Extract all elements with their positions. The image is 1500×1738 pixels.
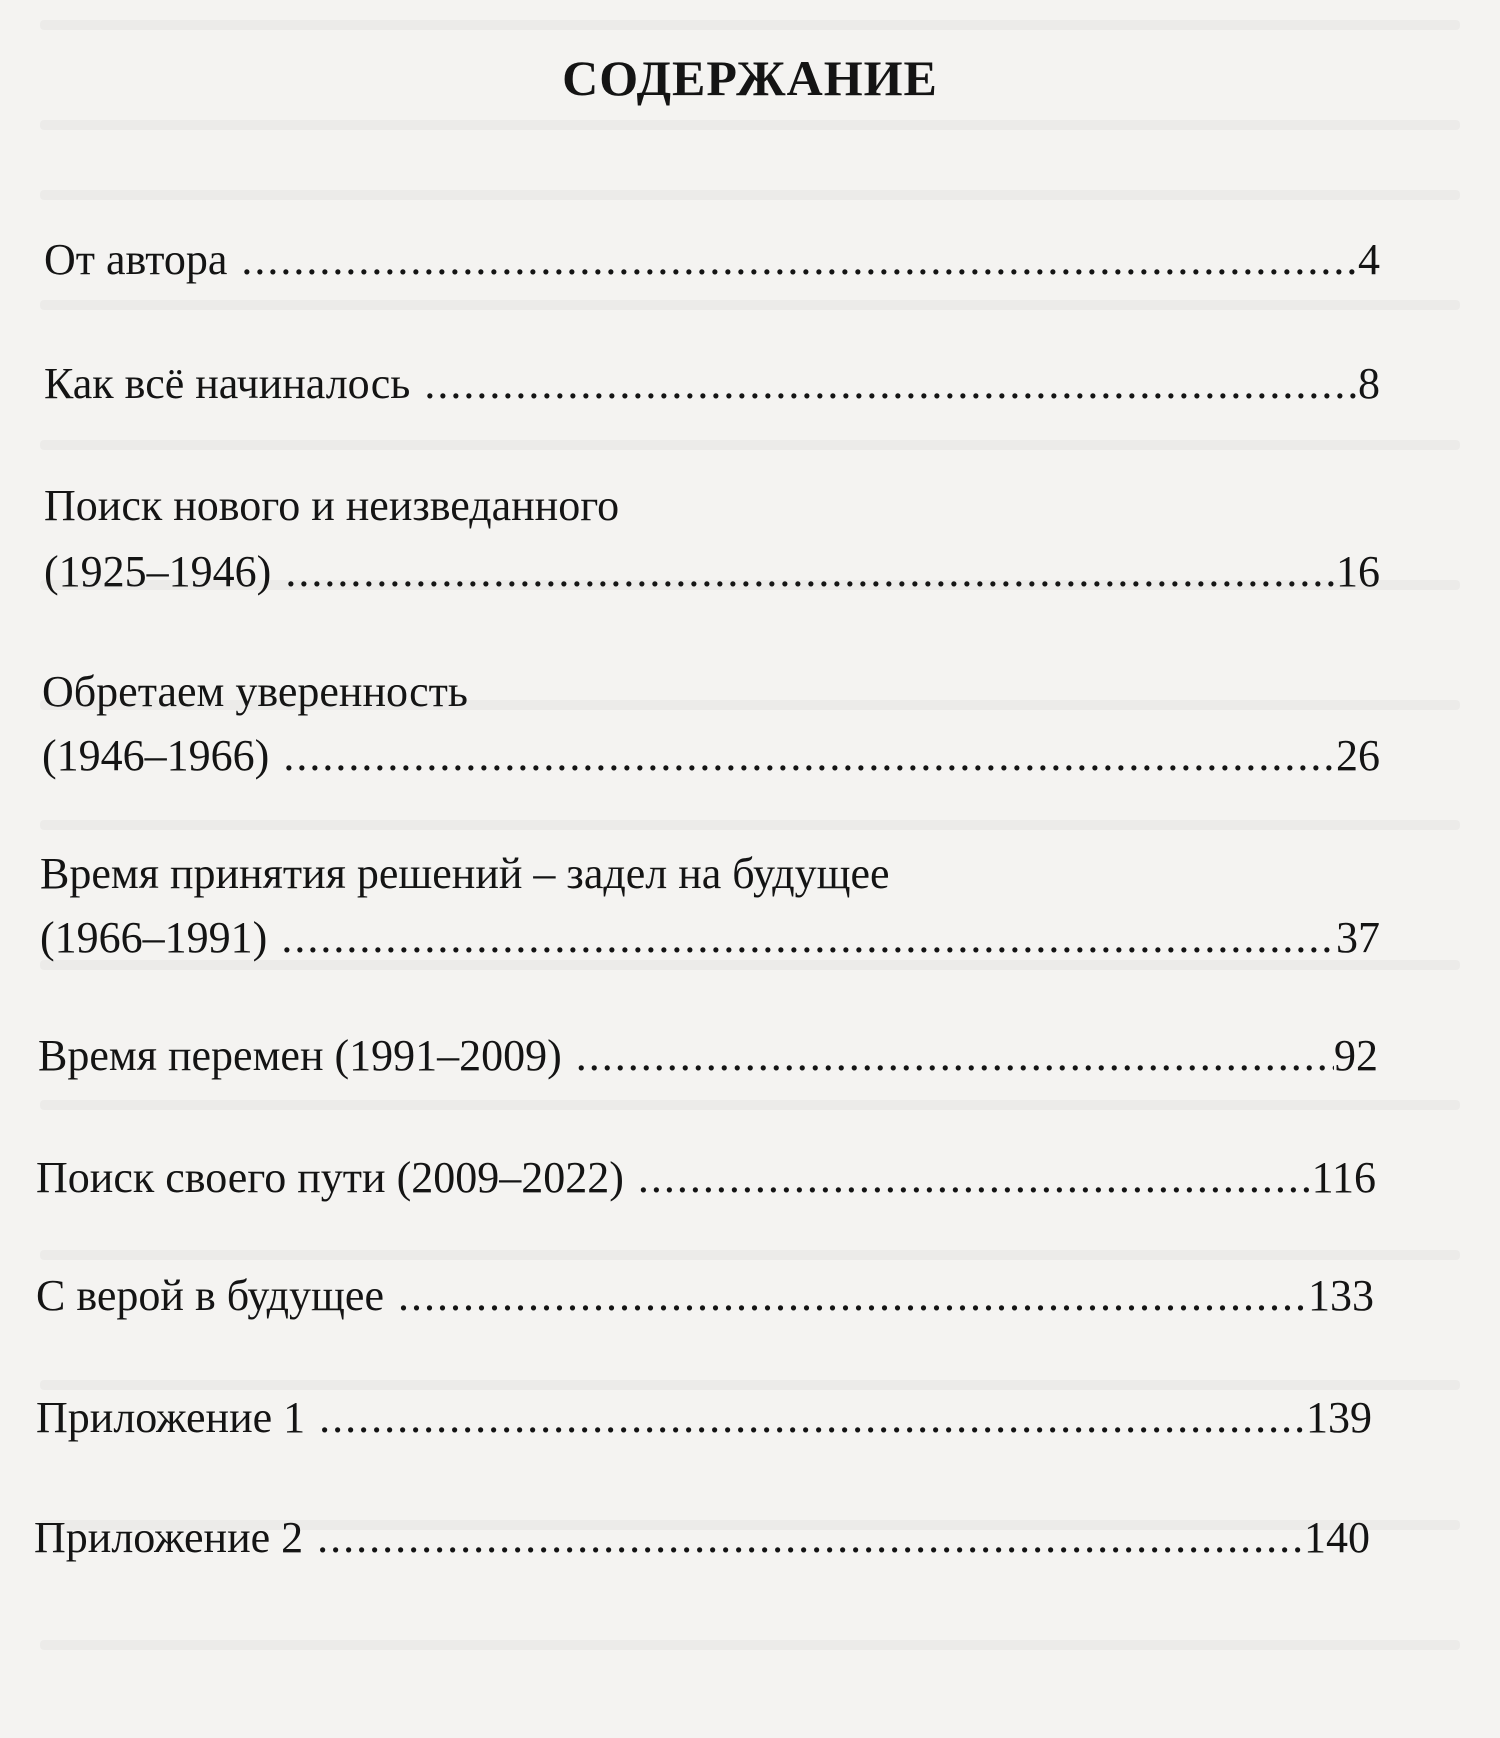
- toc-entry-foreword: [44, 234, 1380, 286]
- toc-entry-label: Приложение 1: [36, 1393, 306, 1442]
- toc-entry-label: (1925–1946): [44, 547, 272, 596]
- toc-entry-label: Время перемен (1991–2009): [38, 1031, 562, 1080]
- toc-page-number: 116: [1311, 1153, 1376, 1202]
- toc-entry-decisions: [40, 912, 1380, 964]
- toc-entry-search-new: [44, 546, 1380, 598]
- leader-dots: [269, 730, 1336, 782]
- toc-page-number: 16: [1336, 547, 1380, 596]
- toc-entry-heading-line: Обретаем уверенность: [42, 667, 468, 716]
- toc-page-number: 139: [1306, 1393, 1372, 1442]
- leader-dots: [303, 1512, 1304, 1564]
- toc-entry-faith-future: [36, 1270, 1374, 1322]
- toc-entry-label: Поиск своего пути (2009–2022): [36, 1153, 624, 1202]
- toc-page-number: 8: [1358, 359, 1380, 408]
- toc-entry-appendix-1: [36, 1392, 1372, 1444]
- toc-entry-label: (1946–1966): [42, 731, 270, 780]
- leader-dots: [305, 1392, 1306, 1444]
- leader-dots: [562, 1030, 1334, 1082]
- leader-dots: [227, 234, 1358, 286]
- toc-entry-label: (1966–1991): [40, 913, 268, 962]
- toc-page-number: 133: [1308, 1271, 1374, 1320]
- toc-page-number: 26: [1336, 731, 1380, 780]
- toc-entry-changes: [38, 1030, 1378, 1082]
- toc-entry-beginning: [44, 358, 1380, 410]
- leader-dots: [267, 912, 1336, 964]
- toc-entry-label: Приложение 2: [34, 1513, 304, 1562]
- toc-entry-confidence: [42, 730, 1380, 782]
- toc-entry-heading-line: Время принятия решений – задел на будущее: [40, 849, 890, 898]
- leader-dots: [271, 546, 1336, 598]
- toc-entry-label: С верой в будущее: [36, 1271, 384, 1320]
- page-title: СОДЕРЖАНИЕ: [562, 50, 938, 106]
- toc-entry-heading-line: Поиск нового и неизведанного: [44, 481, 620, 530]
- toc-page-number: 92: [1334, 1031, 1378, 1080]
- leader-dots: [384, 1270, 1308, 1322]
- toc-entry-label: Как всё начиналось: [44, 359, 411, 408]
- toc-page-number: 37: [1336, 913, 1380, 962]
- toc-entry-appendix-2: [34, 1512, 1370, 1564]
- toc-entry-own-path: [36, 1152, 1376, 1204]
- leader-dots: [410, 358, 1358, 410]
- leader-dots: [624, 1152, 1312, 1204]
- toc-entry-label: От автора: [44, 235, 228, 284]
- toc-page-number: 4: [1358, 235, 1380, 284]
- toc-page-number: 140: [1304, 1513, 1370, 1562]
